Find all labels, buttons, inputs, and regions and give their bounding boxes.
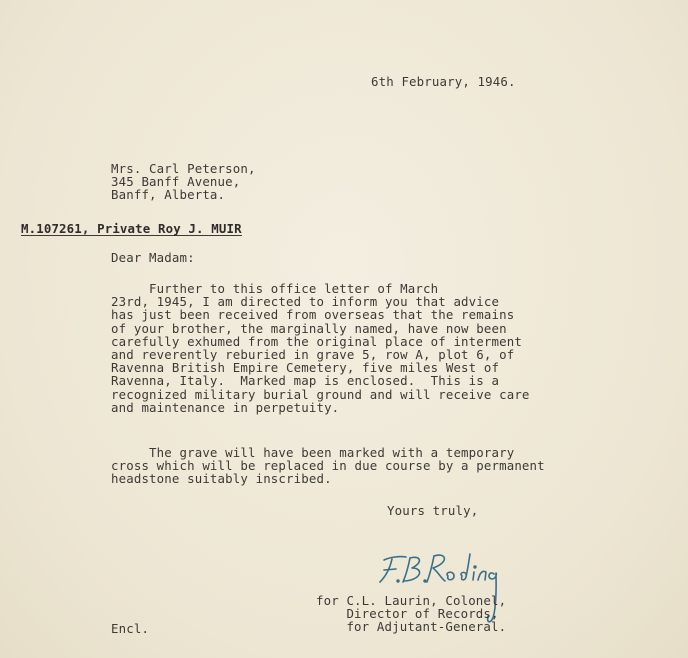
- signature-line: for Adjutant-General.: [316, 619, 507, 635]
- address-line: 345 Banff Avenue,: [111, 174, 241, 190]
- address-line: Mrs. Carl Peterson,: [111, 161, 256, 176]
- closing: Yours truly,: [387, 503, 479, 518]
- signature-block: [316, 594, 506, 634]
- enclosure-note: Encl.: [111, 621, 150, 636]
- signature-line: Director of Records,: [316, 606, 499, 622]
- address-line: Banff, Alberta.: [111, 187, 226, 203]
- letter-date: 6th February, 1946.: [371, 74, 516, 89]
- body-line: carefully exhumed from the original place of interment: [111, 333, 522, 349]
- body-line: Further to this office letter of March: [111, 281, 439, 296]
- body-line: and reverently reburied in grave 5, row A, plot 6, of: [111, 347, 515, 363]
- body-line: 23rd, 1945, I am directed to inform you that advice: [111, 294, 500, 310]
- body-line: headstone suitably inscribed.: [111, 471, 332, 487]
- body-paragraph-2: [111, 446, 545, 486]
- body-line: Ravenna British Empire Cemetery, five miles West of: [111, 360, 500, 376]
- recipient-address: [111, 162, 256, 202]
- body-line: Ravenna, Italy. Marked map is enclosed. This is a: [111, 373, 500, 389]
- body-line: of your brother, the marginally named, have now been: [111, 320, 507, 336]
- body-line: and maintenance in perpetuity.: [111, 399, 340, 415]
- body-line: has just been received from overseas that the remains: [111, 307, 515, 323]
- body-line: The grave will have been marked with a temporary: [111, 445, 515, 460]
- salutation: Dear Madam:: [111, 250, 195, 265]
- signature-line: for C.L. Laurin, Colonel,: [316, 593, 507, 608]
- body-paragraph-1: [111, 282, 530, 414]
- body-line: recognized military burial ground and will receive care: [111, 386, 530, 402]
- reference-line: M.107261, Private Roy J. MUIR: [21, 221, 242, 236]
- body-line: cross which will be replaced in due course by a permanent: [111, 458, 545, 474]
